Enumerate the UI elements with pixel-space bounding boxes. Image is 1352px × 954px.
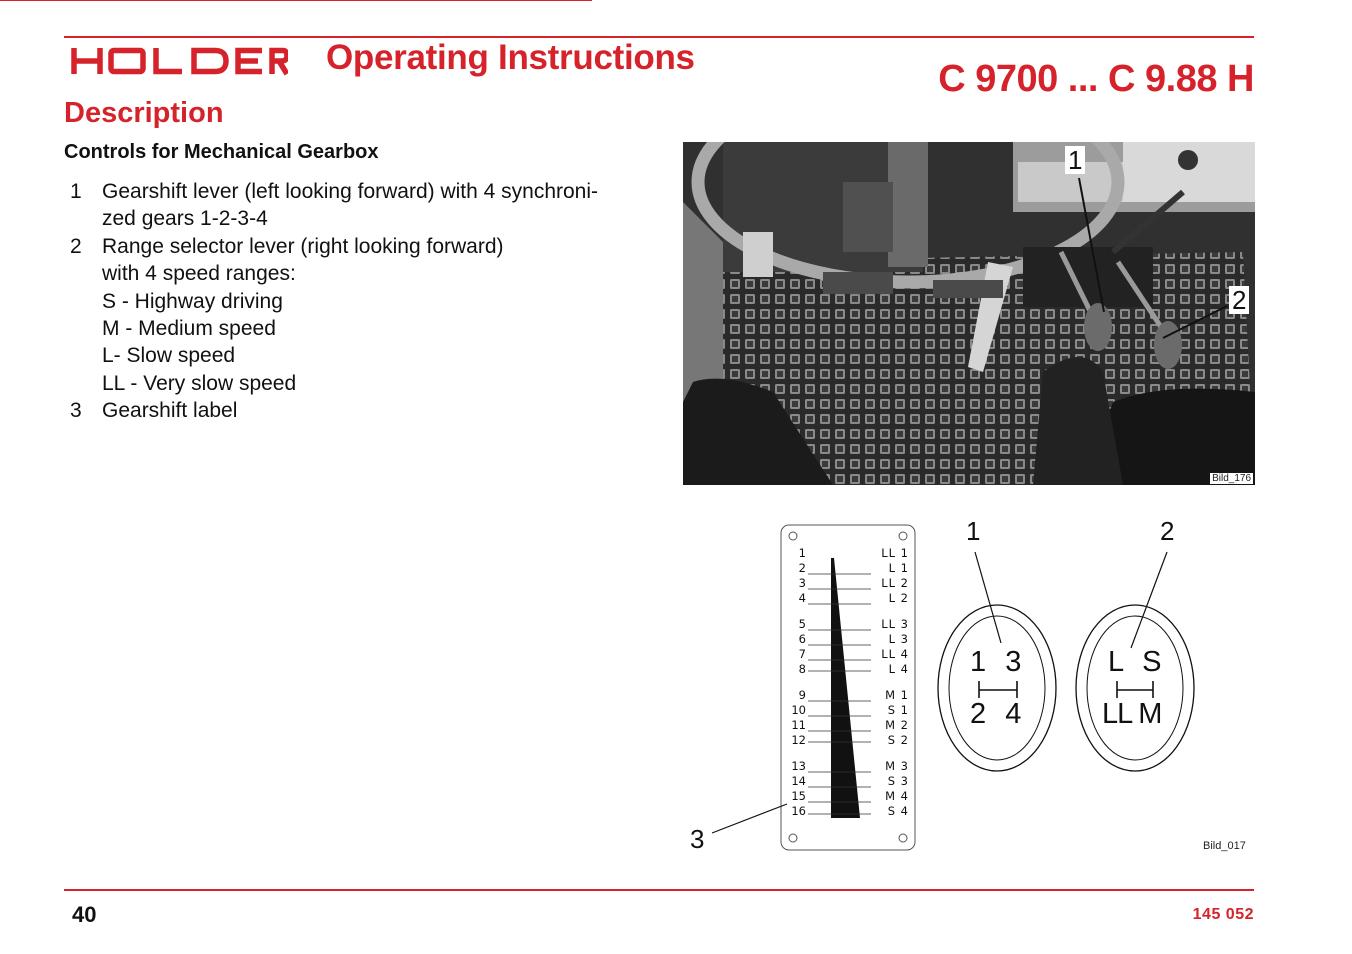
gear-label-right: M 3 bbox=[885, 759, 909, 773]
item-number: 3 bbox=[70, 399, 82, 423]
gear-label-right: LL 3 bbox=[881, 617, 909, 631]
photo-callout-1: 1 bbox=[1065, 146, 1085, 174]
item-line: L- Slow speed bbox=[102, 344, 236, 368]
diagram-drawing bbox=[683, 508, 1255, 878]
gear-label-right: L 3 bbox=[888, 632, 909, 646]
controls-list bbox=[64, 178, 654, 425]
item-line: M - Medium speed bbox=[102, 317, 276, 341]
diagram-callout-2: 2 bbox=[1160, 516, 1175, 546]
gear-label-left: 3 bbox=[798, 576, 806, 590]
list-item bbox=[64, 233, 654, 397]
page-number: 40 bbox=[72, 902, 97, 927]
gear-label-left: 7 bbox=[798, 647, 806, 661]
item-line: LL - Very slow speed bbox=[102, 371, 297, 395]
gear-label-left: 8 bbox=[798, 662, 806, 676]
gear-label-left: 16 bbox=[791, 804, 806, 818]
gear-label-right: S 1 bbox=[887, 703, 909, 717]
gear-knob-bottom: 2 4 bbox=[970, 698, 1023, 730]
photo-callout-2: 2 bbox=[1229, 286, 1249, 314]
gear-label-right: LL 1 bbox=[881, 546, 909, 560]
gear-label-right: L 4 bbox=[888, 662, 909, 676]
item-number: 2 bbox=[70, 234, 82, 258]
photo-illustration bbox=[683, 142, 1255, 485]
gear-label-right: M 2 bbox=[885, 718, 909, 732]
list-item bbox=[64, 397, 654, 424]
gear-label-right: S 4 bbox=[887, 804, 909, 818]
subsection-title: Controls for Mechanical Gearbox bbox=[64, 141, 379, 163]
item-line: S - Highway driving bbox=[102, 289, 283, 313]
gear-label-left: 14 bbox=[791, 774, 806, 788]
gear-knob-top: 1 3 bbox=[970, 646, 1023, 678]
gear-label-left: 15 bbox=[791, 789, 806, 803]
holder-logo bbox=[70, 46, 288, 76]
item-line: Gearshift lever (left looking forward) with 4 synchroni- bbox=[102, 180, 599, 203]
gear-label-left: 5 bbox=[798, 617, 806, 631]
gear-label-right: S 3 bbox=[887, 774, 909, 788]
range-knob-bottom: LL M bbox=[1102, 698, 1162, 730]
title-rule bbox=[0, 0, 592, 1]
gear-label-left: 2 bbox=[798, 561, 806, 575]
gear-label-left: 10 bbox=[791, 703, 806, 717]
gear-label-right: LL 4 bbox=[881, 647, 909, 661]
document-title: Operating Instructions bbox=[326, 38, 695, 77]
diagram-caption: Bild_017 bbox=[1203, 840, 1246, 852]
gear-label-left: 12 bbox=[791, 733, 806, 747]
model-range-title: C 9700 ... C 9.88 H bbox=[938, 58, 1254, 100]
gear-label-left: 6 bbox=[798, 632, 806, 646]
footer-rule bbox=[64, 889, 1254, 891]
document-number: 145 052 bbox=[1192, 906, 1254, 923]
gearshift-diagram bbox=[683, 508, 1255, 878]
gear-label-left: 13 bbox=[791, 759, 806, 773]
gear-label-right: S 2 bbox=[887, 733, 909, 747]
gear-label-left: 11 bbox=[791, 718, 806, 732]
diagram-callout-1: 1 bbox=[966, 516, 981, 546]
item-number: 1 bbox=[70, 180, 82, 203]
gear-label-right: L 1 bbox=[888, 561, 909, 575]
item-line: Range selector lever (right looking forward) bbox=[102, 234, 504, 258]
gear-label-left: 4 bbox=[798, 591, 806, 605]
list-item bbox=[64, 178, 654, 233]
gear-label-left: 9 bbox=[798, 688, 806, 702]
gear-label-right: M 1 bbox=[885, 688, 909, 702]
gear-label-right: M 4 bbox=[885, 789, 909, 803]
range-knob-top: L S bbox=[1108, 646, 1163, 678]
gear-label-right: LL 2 bbox=[881, 576, 909, 590]
gear-label-left: 1 bbox=[798, 546, 806, 560]
gear-label-right: L 2 bbox=[888, 591, 909, 605]
cab-floor-photo bbox=[683, 142, 1255, 485]
item-line: zed gears 1-2-3-4 bbox=[102, 207, 268, 231]
item-line: with 4 speed ranges: bbox=[102, 262, 296, 286]
item-line: Gearshift label bbox=[102, 399, 238, 423]
section-title: Description bbox=[64, 97, 224, 129]
photo-caption: Bild_176 bbox=[1212, 473, 1251, 484]
diagram-callout-3: 3 bbox=[690, 824, 705, 854]
